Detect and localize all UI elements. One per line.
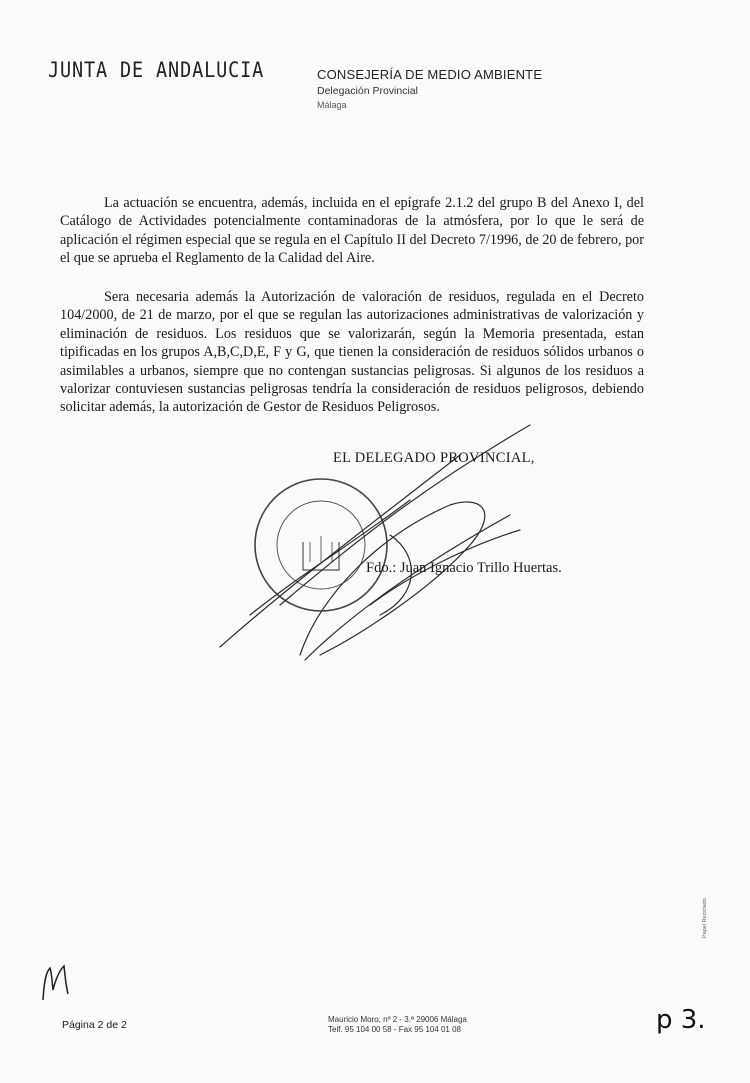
signatory-title: EL DELEGADO PROVINCIAL,	[333, 450, 535, 466]
department-header	[317, 67, 542, 110]
recycled-paper-text: Papel Reciclado	[702, 898, 708, 938]
page-number-label: Página 2 de 2	[62, 1019, 127, 1031]
handwritten-page-mark: p 3.	[656, 1005, 706, 1035]
organization-logo: JUNTA DE ANDALUCIA	[48, 58, 265, 82]
department-subtitle: Delegación Provincial	[317, 85, 418, 97]
recycled-paper-mark	[696, 880, 726, 940]
body-paragraph-1: La actuación se encuentra, además, incluida en el epígrafe 2.1.2 del grupo B del Anexo I, del Catálogo de Actividades potencialmente contaminadoras de la atmósfera, por lo que le será de aplicación el régimen especial que se regula en el Capítulo II del Decreto 7/1996, de 20 de febrero, por el que se aprueba el Reglamento de la Calidad del Aire.	[60, 195, 644, 267]
footer-address-block	[328, 1015, 467, 1035]
footer-phone: Telf. 95 104 00 58 - Fax 95 104 01 08	[328, 1025, 461, 1034]
department-city: Málaga	[317, 100, 347, 110]
department-title: CONSEJERÍA DE MEDIO AMBIENTE	[317, 67, 543, 82]
body-paragraph-2: Sera necesaria además la Autorización de valoración de residuos, regulada en el Decreto 104/2000, de 21 de marzo, por el que se regulan las autorizaciones administrativas de valorización y eliminación de residuos. Los residuos que se valorizarán, según la Memoria presentada, estan tipificadas en los grupos A,B,C,D,E, F y G, que tienen la consideración de residuos sólidos urbanos o asimilables a urbanos, siempre que no contengan sustancias peligrosas. Si algunos de los residuos a valorizar contuviesen sustancias peligrosas tendría la consideración de residuos peligrosos, debiendo solicitar además, la autorización de Gestor de Residuos Peligrosos.	[60, 289, 644, 416]
handwritten-initials	[38, 962, 78, 1002]
footer-address: Mauricio Moro, nº 2 - 3.ª 29006 Málaga	[328, 1015, 467, 1024]
signatory-name: Fdo.: Juan Ignacio Trillo Huertas.	[366, 560, 562, 576]
